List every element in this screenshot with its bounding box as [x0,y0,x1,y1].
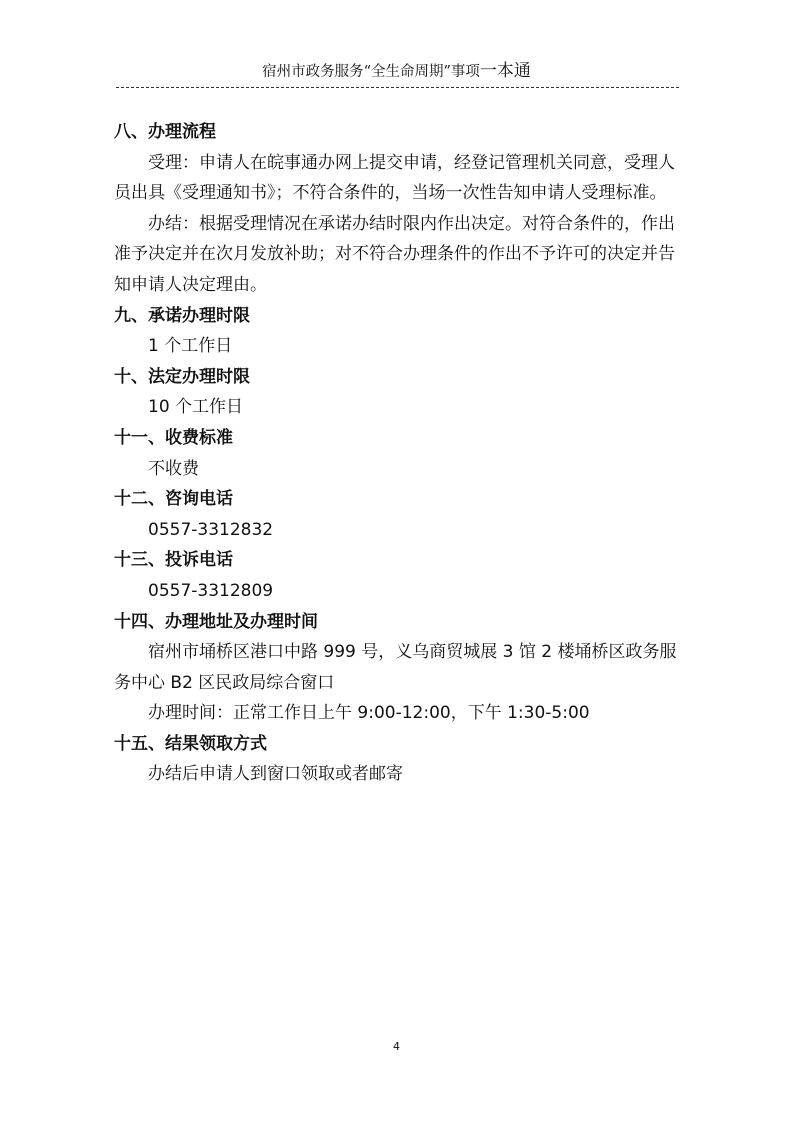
header-title: 宿州市政务服务“全生命周期”事项 [262,64,480,80]
result-delivery-value: 办结后申请人到窗口领取或者邮寄 [148,764,403,785]
section-heading-fee: 十一、收费标准 [114,427,233,448]
complaint-phone-value: 0557-3312809 [148,580,274,601]
document-body [114,117,680,790]
office-address: 宿州市埇桥区港口中路 999 号，义乌商贸城展 3 馆 2 楼埇桥区政务服务中心 B2 区民政局综合窗口 [114,642,677,693]
page-number: 4 [393,1040,400,1053]
consult-phone-value: 0557-3312832 [148,519,274,540]
process-acceptance-paragraph: 受理：申请人在皖事通办网上提交申请，经登记管理机关同意，受理人员出具《受理通知书》；不符合条件的，当场一次性告知申请人受理标准。 [114,152,675,204]
section-heading-consult-phone: 十二、咨询电话 [114,489,233,510]
section-heading-promised-time: 九、承诺办理时限 [114,305,250,326]
fee-value: 不收费 [148,458,199,479]
process-completion-paragraph: 办结：根据受理情况在承诺办结时限内作出决定。对符合条件的，作出准予决定并在次月发放补助；对不符合办理条件的作出不予许可的决定并告知申请人决定理由。 [114,213,675,295]
header-title-tail: 一本通 [479,61,531,81]
header-rule [116,87,679,88]
promised-time-value: 1 个工作日 [148,336,233,357]
section-heading-complaint-phone: 十三、投诉电话 [114,550,233,571]
section-heading-process: 八、办理流程 [114,122,216,142]
running-header [0,60,793,83]
legal-time-value: 10 个工作日 [148,397,244,418]
section-heading-address-hours: 十四、办理地址及办理时间 [114,611,318,632]
office-hours: 办理时间：正常工作日上午 9:00-12:00，下午 1:30-5:00 [148,703,590,724]
section-heading-result-delivery: 十五、结果领取方式 [114,733,267,754]
section-heading-legal-time: 十、法定办理时限 [114,366,250,387]
